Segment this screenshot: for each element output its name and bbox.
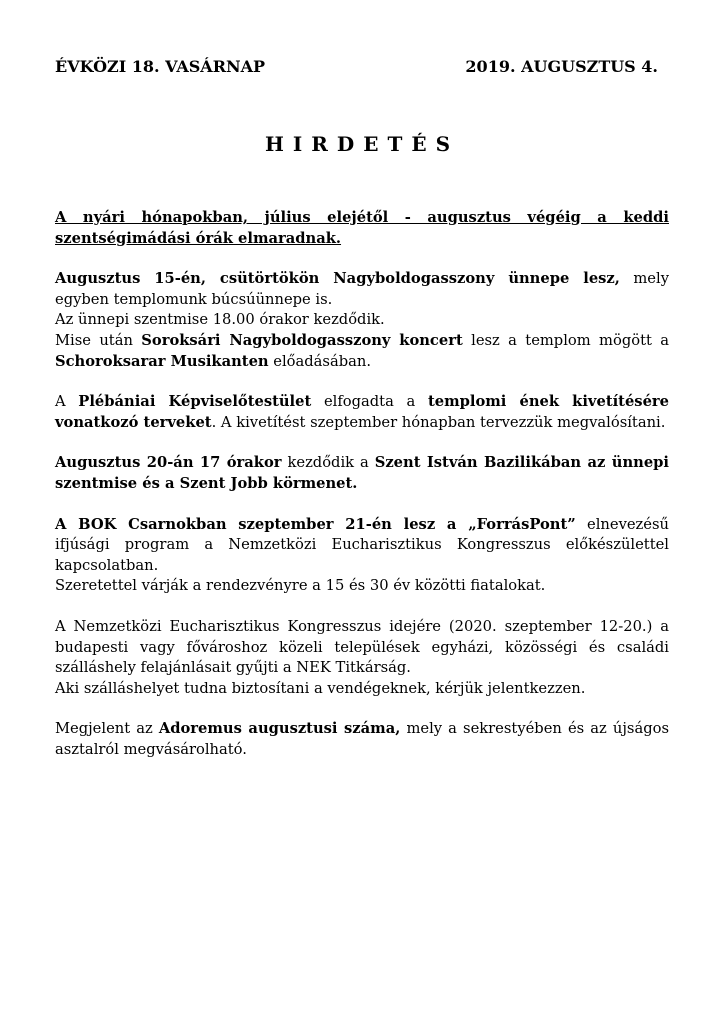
announcement-text: Aki szálláshelyet tudna biztosítani a vendégeknek, kérjük jelentkezzen. <box>55 679 586 697</box>
announcement-text: A nyári hónapokban, július elejétől - augusztus végéig a keddi szentségimádási órák elmaradnak. <box>55 209 669 247</box>
page-header <box>55 57 658 79</box>
header-date: 2019. AUGUSZTUS 4. <box>465 57 658 76</box>
announcement-text: kezdődik a <box>281 454 375 472</box>
announcement-text: A Nemzetközi Eucharisztikus Kongresszus idejére (2020. szeptember 12-20.) a budapesti vagy fővároshoz közeli települések egyházi, közösségi és családi szálláshely felajánlásait gyűjti a NEK Titkárság. <box>55 617 669 677</box>
announcement-text: Szeretettel várják a rendezvényre a 15 és 30 év közötti fiatalokat. <box>55 577 546 595</box>
announcement-4 <box>55 453 669 494</box>
announcement-7 <box>55 719 669 760</box>
announcement-1 <box>55 208 669 249</box>
announcements-body <box>55 208 669 780</box>
announcement-text: mely egyben templomunk búcsúünnepe is. <box>55 270 669 308</box>
announcement-text: Augusztus 15-én, csütörtökön Nagyboldogasszony ünnepe lesz, <box>55 270 620 288</box>
announcement-text: Augusztus 20-án 17 órakor <box>55 454 282 472</box>
announcement-text: Szent István Bazilikában az ünnepi szentmise és a Szent Jobb körmenet. <box>55 454 670 492</box>
announcement-text: Megjelent az <box>55 720 159 738</box>
announcement-text: templomi ének kivetítésére vonatkozó terveket <box>55 393 670 431</box>
announcement-text: . A kivetítést szeptember hónapban tervezzük megvalósítani. <box>211 413 666 431</box>
announcement-text: elfogadta a <box>311 393 428 411</box>
announcement-5 <box>55 515 669 597</box>
announcement-text: mely a sekrestyében és az újságos asztalról megvásárolható. <box>55 720 669 758</box>
announcement-text: Adoremus augusztusi száma, <box>158 720 401 738</box>
announcement-text: Az ünnepi szentmise 18.00 órakor kezdődik. <box>55 311 385 329</box>
announcement-text: Mise után <box>55 331 142 349</box>
announcement-text: A BOK Csarnokban szeptember 21-én lesz a „ForrásPont” <box>55 515 576 533</box>
announcement-text: lesz a templom mögött a <box>462 331 669 349</box>
announcement-2 <box>55 269 669 372</box>
announcement-text: elnevezésű ifjúsági program a Nemzetközi Eucharisztikus Kongresszus előkészülettel kapcsolatban. <box>55 515 669 574</box>
announcement-text: Plébániai Képviselőtestület <box>78 393 312 411</box>
liturgical-day: ÉVKÖZI 18. VASÁRNAP <box>55 57 266 76</box>
page-title: HIRDETÉS <box>264 132 460 156</box>
announcement-text: Soroksári Nagyboldogasszony koncert <box>141 331 463 349</box>
announcement-text: Schoroksarar Musikanten <box>55 352 269 370</box>
announcement-6 <box>55 617 669 699</box>
announcement-text: előadásában. <box>268 352 371 370</box>
announcement-text: A <box>55 393 79 411</box>
announcement-3 <box>55 392 669 433</box>
